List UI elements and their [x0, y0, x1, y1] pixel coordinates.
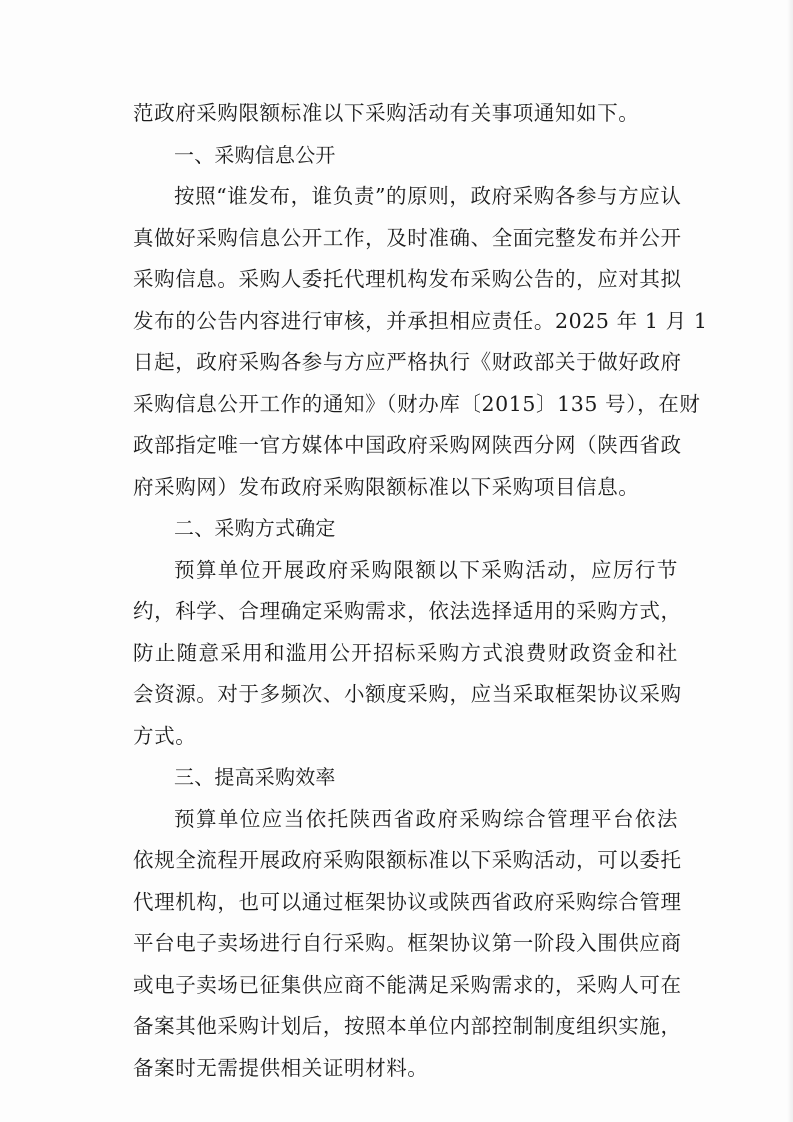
- paragraph-line: 采购信息。采购人委托代理机构发布采购公告的，应对其拟: [133, 267, 682, 291]
- paragraph-line: 代理机构，也可以通过框架协议或陕西省政府采购综合管理: [133, 889, 682, 914]
- paragraph-line: 真做好采购信息公开工作，及时准确、全面完整发布并公开: [133, 225, 682, 250]
- paragraph-line: 范政府采购限额标准以下采购活动有关事项通知如下。: [133, 101, 640, 125]
- paragraph-line: 日起，政府采购各参与方应严格执行《财政部关于做好政府: [133, 350, 682, 374]
- paragraph-line: 备案时无需提供相关证明材料。: [133, 1055, 429, 1080]
- document-body: [133, 93, 708, 1089]
- paragraph-line: 采购信息公开工作的通知》（财办库〔2015〕135 号），在财: [133, 391, 701, 416]
- paragraph-line: 政部指定唯一官方媒体中国政府采购网陕西分网（陕西省政: [133, 433, 682, 457]
- paragraph-line: 防止随意采用和滥用公开招标采购方式浪费财政资金和社: [133, 640, 678, 665]
- paragraph-line: 平台电子卖场进行自行采购。框架协议第一阶段入围供应商: [133, 931, 682, 955]
- section-heading: 二、采购方式确定: [174, 516, 336, 540]
- paragraph-line: 或电子卖场已征集供应商不能满足采购需求的，采购人可在: [133, 972, 682, 997]
- section-heading: 三、提高采购效率: [174, 765, 336, 789]
- section-heading: 一、采购信息公开: [174, 142, 336, 167]
- paragraph-line: 府采购网）发布政府采购限额标准以下采购项目信息。: [133, 474, 640, 499]
- paragraph-line: 备案其他采购计划后，按照本单位内部控制制度组织实施，: [133, 1014, 682, 1038]
- paragraph-first-line: 按照“谁发布，谁负责”的原则，政府采购各参与方应认: [174, 184, 682, 208]
- paragraph-line: 发布的公告内容进行审核，并承担相应责任。2025 年 1 月 1: [133, 308, 708, 333]
- paragraph-line: 约，科学、合理确定采购需求，依法选择适用的采购方式，: [133, 599, 682, 623]
- paragraph-line: 依规全流程开展政府采购限额标准以下采购活动，可以委托: [133, 848, 682, 872]
- paragraph-line: 方式。: [133, 723, 197, 748]
- scan-edge-shadow: [787, 0, 793, 1122]
- paragraph-first-line: 预算单位开展政府采购限额以下采购活动，应厉行节: [174, 557, 678, 582]
- paragraph-first-line: 预算单位应当依托陕西省政府采购综合管理平台依法: [174, 806, 678, 831]
- paragraph-line: 会资源。对于多频次、小额度采购，应当采取框架协议采购: [133, 682, 682, 706]
